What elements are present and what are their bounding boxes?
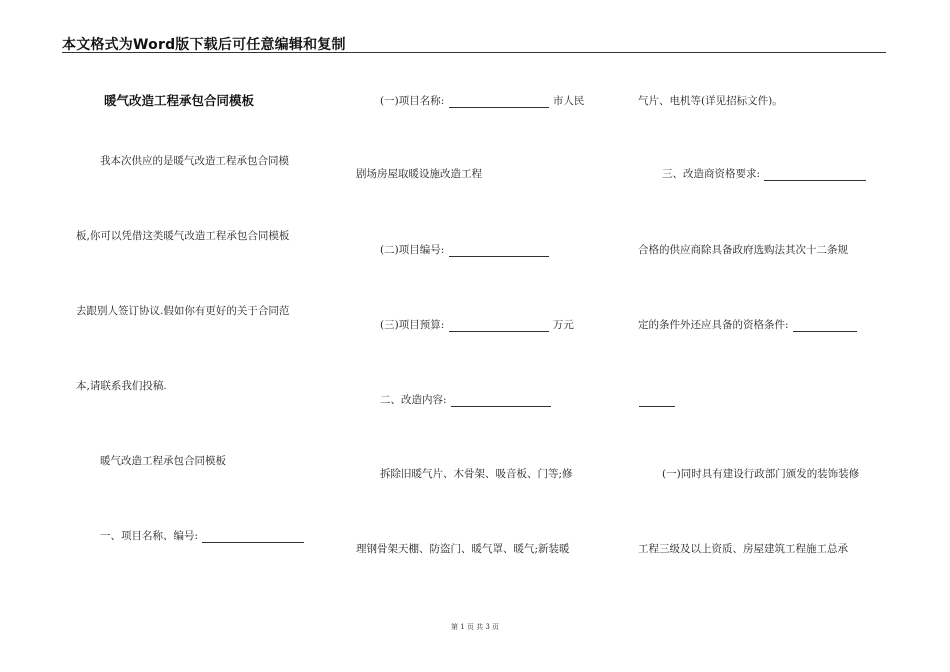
qualification-text-2: 定的条件外还应具备的资格条件: xyxy=(638,319,789,331)
fill-blank xyxy=(202,531,304,543)
fill-blank xyxy=(764,169,866,181)
fill-blank xyxy=(449,320,549,332)
qualification-line-2 xyxy=(638,318,858,332)
project-budget-label: (三)项目预算: xyxy=(380,319,445,331)
project-number-label: (二)项目编号: xyxy=(380,244,445,256)
intro-line-3: 去跟别人签订协议.假如你有更好的关于合同范 xyxy=(76,305,290,317)
document-title: 暖气改造工程承包合同模板 xyxy=(104,93,255,108)
fill-blank xyxy=(793,320,857,332)
qualification-line-4: 工程三级及以上资质、房屋建筑工程施工总承 xyxy=(638,543,848,555)
project-name-label: (一)项目名称: xyxy=(380,95,445,107)
fill-blank xyxy=(451,395,551,407)
intro-line-1: 我本次供应的是暖气改造工程承包合同模 xyxy=(100,155,289,167)
project-name-suffix: 市人民 xyxy=(552,95,585,107)
qualification-blank-line xyxy=(638,393,676,407)
content-label-line xyxy=(380,393,552,407)
content-line-2: 理钢骨架天棚、防盗门、暖气罩、暖气;新装暖 xyxy=(356,543,570,555)
fill-blank xyxy=(639,395,675,407)
fill-blank xyxy=(449,96,549,108)
subtitle: 暖气改造工程承包合同模板 xyxy=(100,455,226,467)
page-footer: 第 1 页 共 3 页 xyxy=(450,623,500,631)
header-title: 本文格式为Word版下载后可任意编辑和复制 xyxy=(62,37,346,53)
intro-line-4: 本,请联系我们投稿. xyxy=(76,380,167,392)
project-name-line xyxy=(380,94,584,108)
content-line-1: 拆除旧暖气片、木骨架、吸音板、门等;修 xyxy=(380,468,573,480)
content-cont-line: 气片、电机等(详见招标文件)。 xyxy=(638,95,783,107)
qualification-line-3: (一)同时具有建设行政部门颁发的装饰装修 xyxy=(662,468,860,480)
qualification-label-line xyxy=(662,167,867,181)
project-name-cont: 剧场房屋取暖设施改造工程 xyxy=(356,168,482,180)
header-rule xyxy=(62,52,886,53)
fill-blank xyxy=(449,245,549,257)
item1-line xyxy=(100,529,305,543)
project-budget-unit: 万元 xyxy=(552,319,574,331)
content-label: 二、改造内容: xyxy=(380,394,447,406)
qualification-line-1: 合格的供应商除具备政府选购法其次十二条规 xyxy=(638,244,848,256)
project-number-line xyxy=(380,243,550,257)
project-budget-line xyxy=(380,318,574,332)
qualification-label: 三、改造商资格要求: xyxy=(662,168,761,180)
item1-label: 一、项目名称、编号: xyxy=(100,530,199,542)
intro-line-2: 板,你可以凭借这类暖气改造工程承包合同模板 xyxy=(76,230,290,242)
